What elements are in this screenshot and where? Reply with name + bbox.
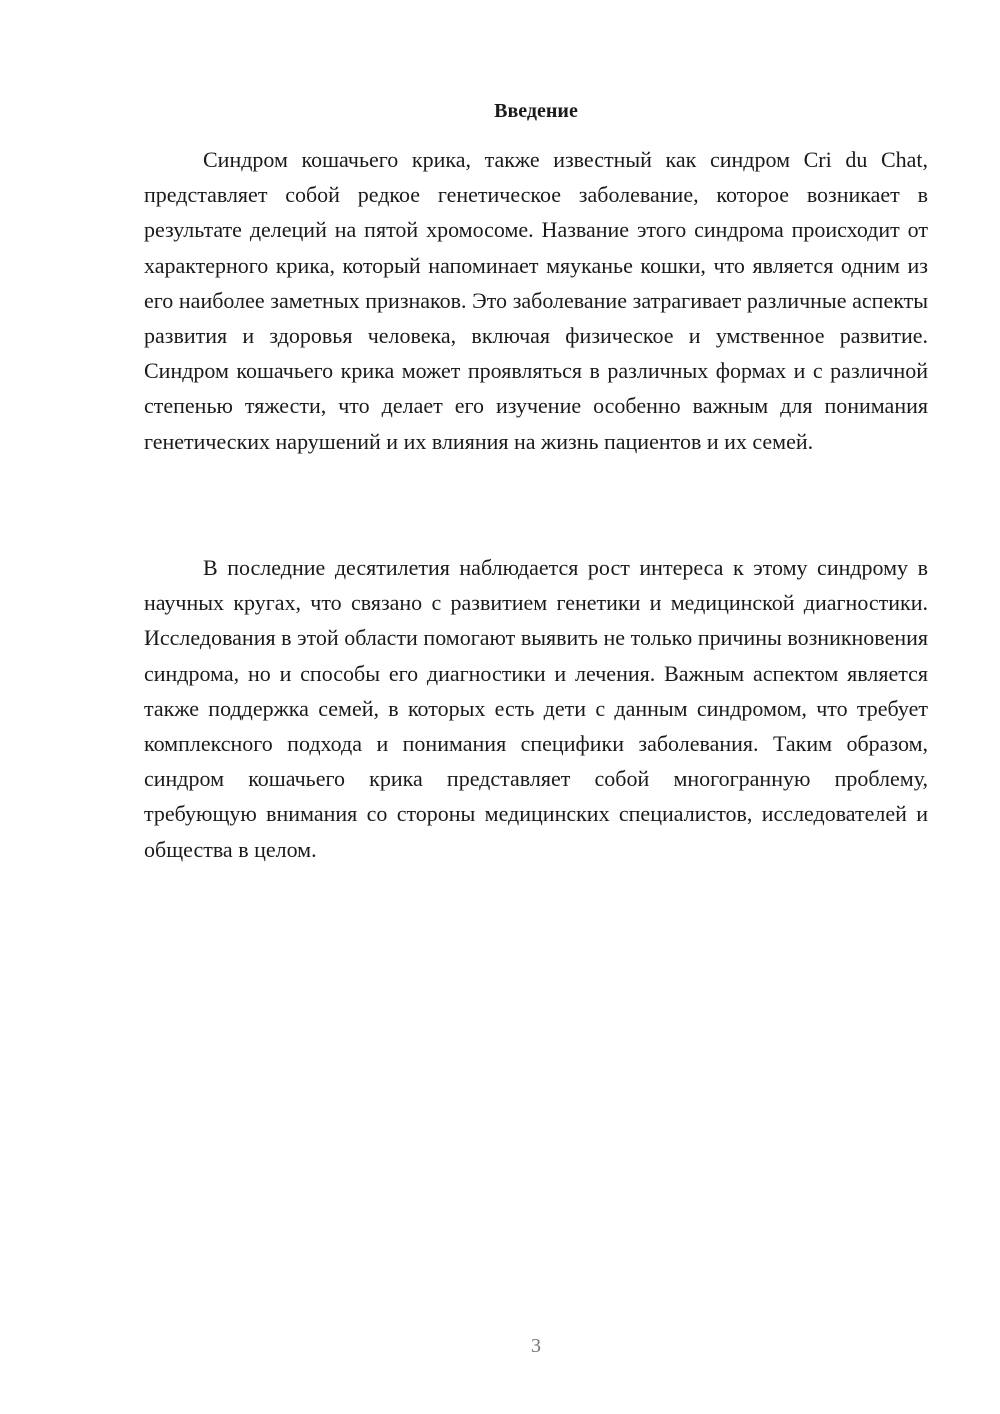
- page-number: 3: [531, 1335, 541, 1357]
- paragraph-research: В последние десятилетия наблюдается рост интереса к этому синдрому в научных кругах, что связано с развитием генетики и медицинской диагностики. Исследования в этой области помогают выявить не только причины возникновения синдрома, но и способы его диагностики и лечения. Важным аспектом является также поддержка семей, в которых есть дети с данным синдромом, что требует комплексного подхода и понимания специфики заболевания. Таким образом, синдром кошачьего крика представляет собой многогранную проблему, требующую внимания со стороны медицинских специалистов, исследователей и общества в целом.: [144, 555, 928, 862]
- section-heading: Введение: [494, 100, 578, 122]
- paragraph-intro: Синдром кошачьего крика, также известный как синдром Cri du Chat, представляет собой редкое генетическое заболевание, которое возникает в результате делеций на пятой хромосоме. Название этого синдрома происходит от характерного крика, который напоминает мяуканье кошки, что является одним из его наиболее заметных признаков. Это заболевание затрагивает различные аспекты развития и здоровья человека, включая физическое и умственное развитие. Синдром кошачьего крика может проявляться в различных формах и с различной степенью тяжести, что делает его изучение особенно важным для понимания генетических нарушений и их влияния на жизнь пациентов и их семей.: [144, 147, 928, 454]
